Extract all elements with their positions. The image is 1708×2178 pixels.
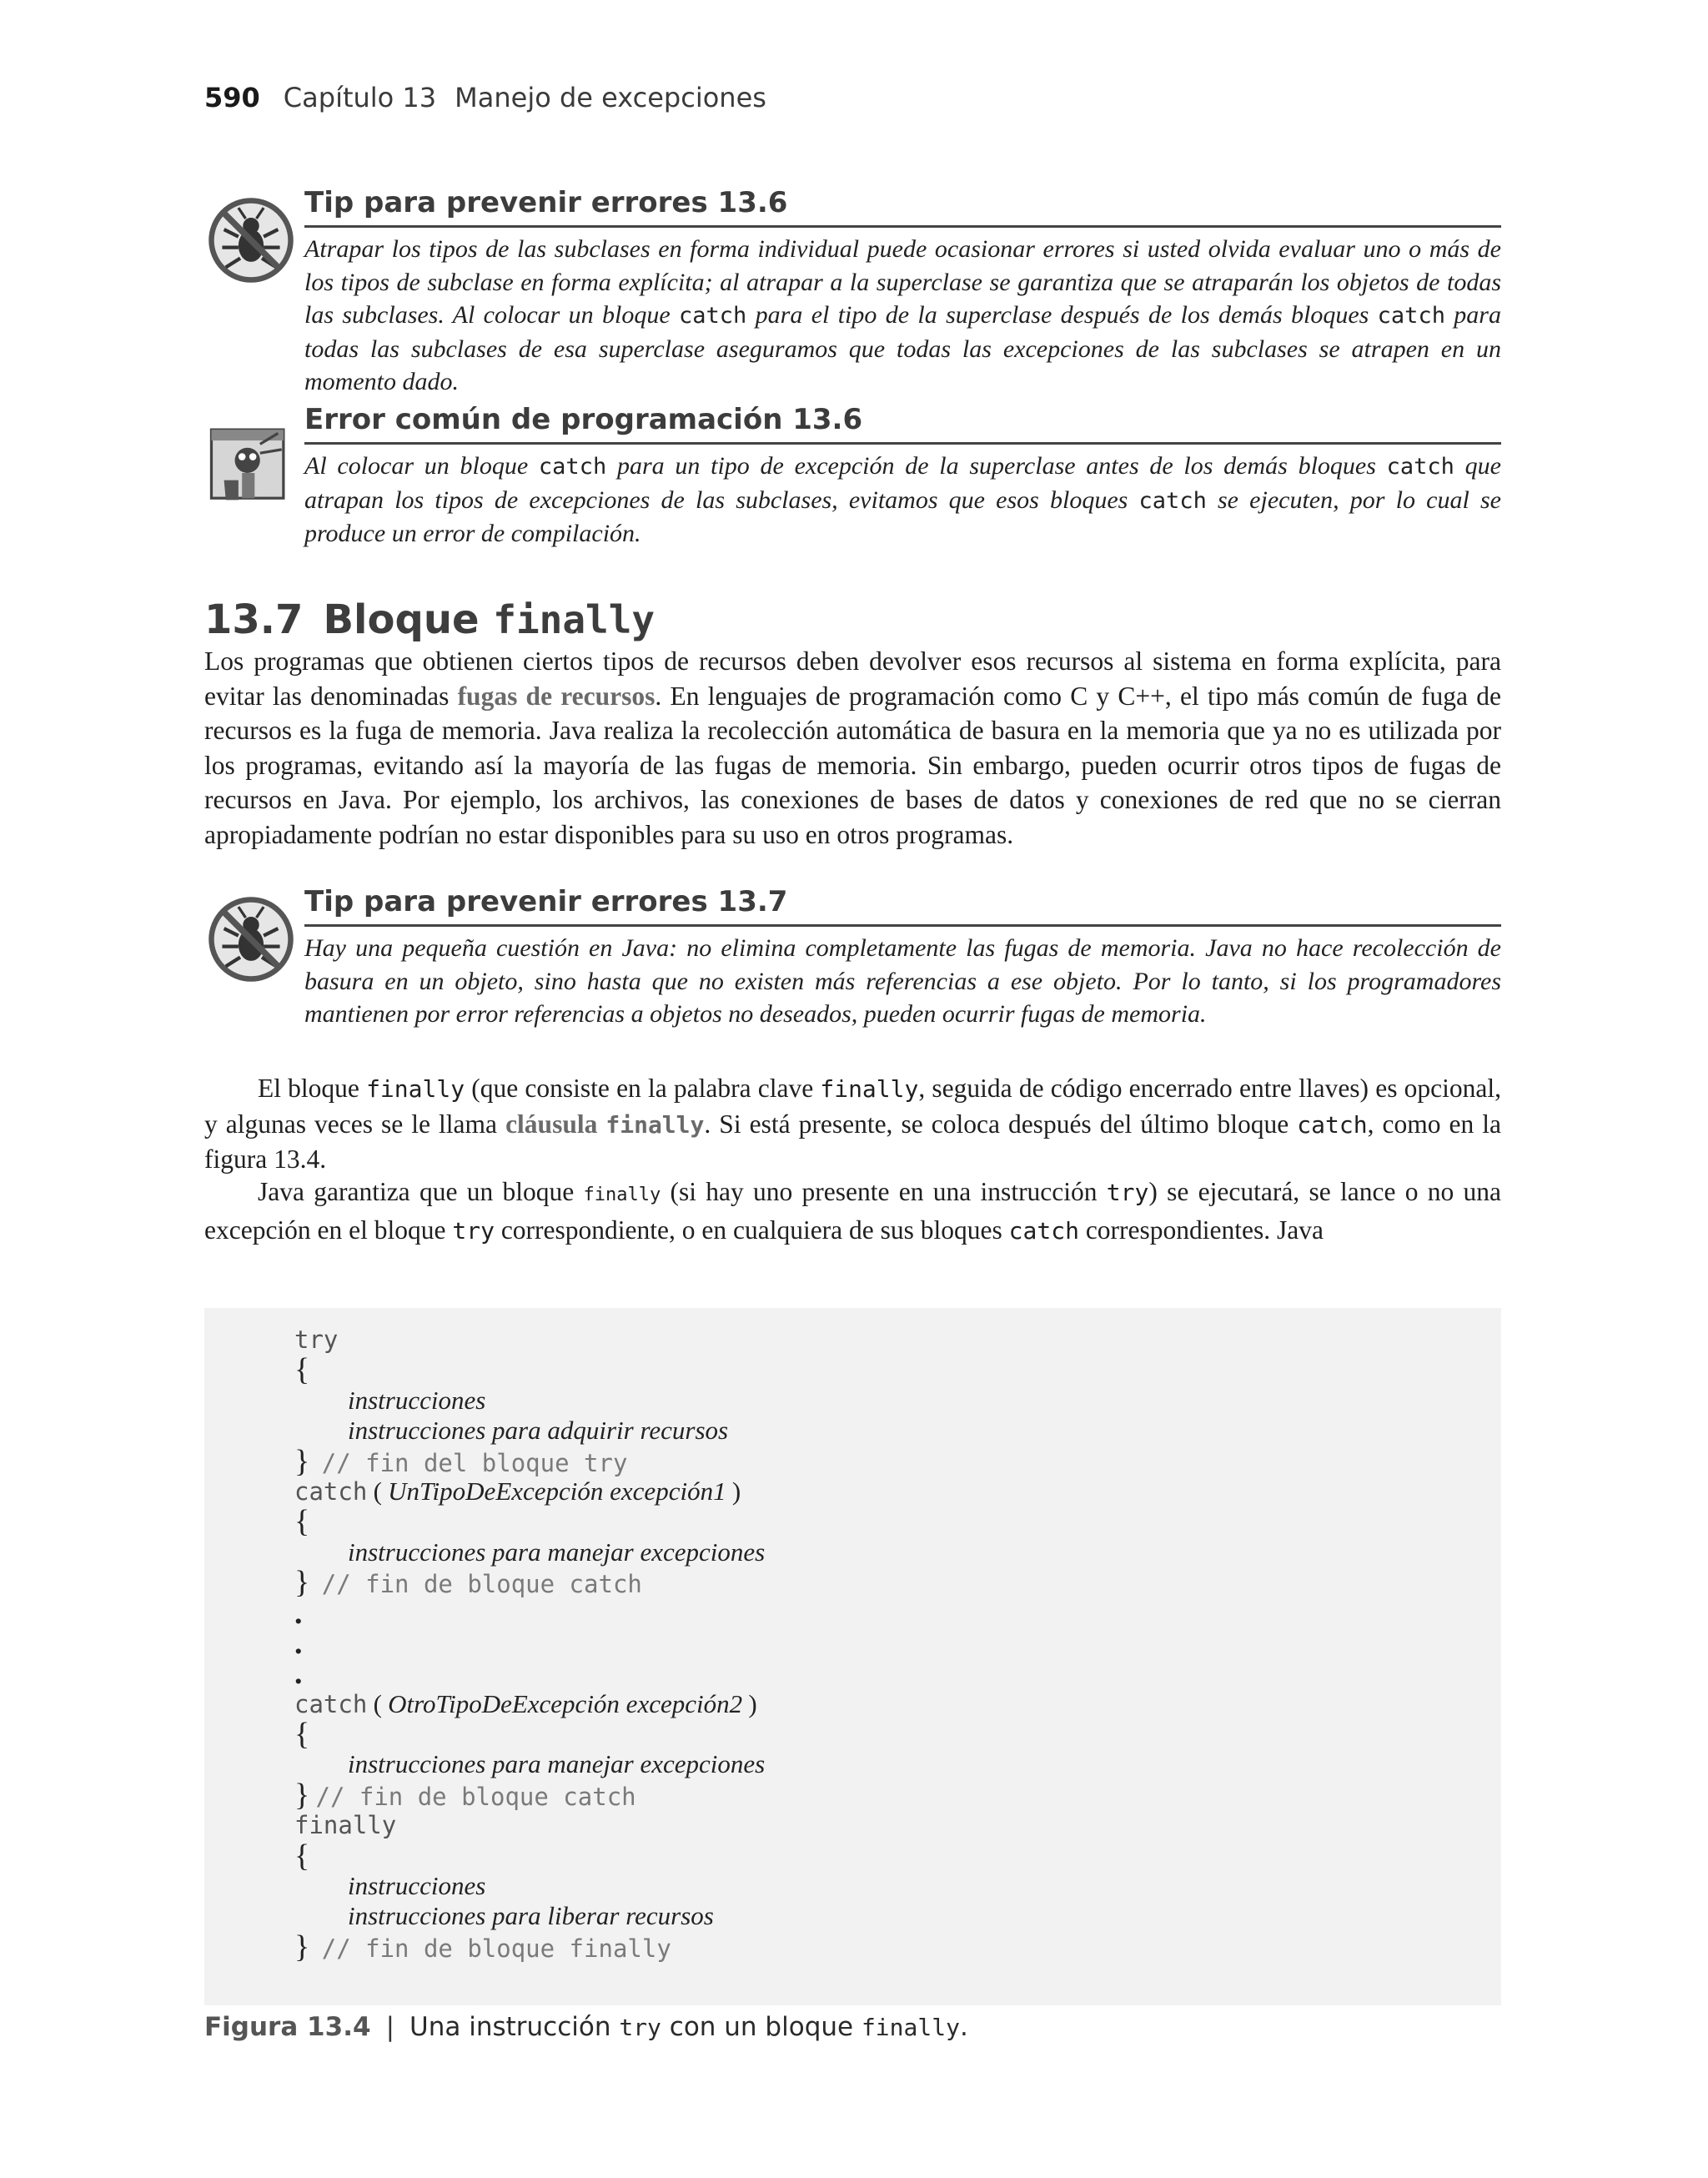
code-line	[294, 1386, 765, 1416]
code-line	[294, 1352, 765, 1388]
figure-caption	[204, 2012, 968, 2042]
text-run: (que consiste en la palabra clave	[465, 1074, 821, 1103]
text-run: para el tipo de la superclase después de los demás bloques	[746, 301, 1378, 329]
callout-title: Error común de programación 13.6	[304, 402, 1501, 445]
code-token: instrucciones para adquirir recursos	[348, 1416, 729, 1446]
code-token: OtroTipoDeExcepción excepción2	[388, 1688, 743, 1718]
code-token: // fin de bloque catch	[315, 1782, 636, 1811]
code-token: .	[294, 1595, 303, 1631]
code-token: catch	[294, 1476, 368, 1506]
text-run: . En lenguajes de programación como C y C++, el tipo más común de fuga de recursos es la fuga de memoria. Java realiza la recolección automática de basura en la memoria que ya no es utilizada por los programas, evitando así la mayoría de las fugas de memoria. Sin embargo, pueden ocurrir otros tipos de fugas de recursos en Java. Por ejemplo, los archivos, las conexiones de bases de datos y conexiones de red que no se cierran apropiadamente podrían no estar disponibles para su uso en otros programas.	[204, 681, 1501, 849]
callout-text: Hay una pequeña cuestión en Java: no elimina completamente las fugas de memoria. Java no hace recolección de basura en un objeto, sino hasta que no existen más referencias a ese objeto. Por lo tanto, si los programadores mantienen por error referencias a objetos no deseados, pueden ocurrir fugas de memoria.	[304, 934, 1501, 1028]
text-run: finally	[861, 2014, 960, 2041]
code-line	[294, 1504, 765, 1540]
text-run: catch	[1008, 1216, 1079, 1245]
bug-prevention-icon	[206, 195, 296, 285]
section-title: Bloque	[323, 596, 494, 643]
keyword	[505, 1109, 704, 1139]
callout-tip-13-7	[204, 884, 1501, 1031]
text-run: catch	[1386, 454, 1454, 480]
code-line	[294, 1901, 765, 1931]
chapter-title: Manejo de excepciones	[455, 82, 766, 113]
code-token: .	[294, 1625, 303, 1661]
code-line	[294, 1749, 765, 1779]
text-run: Al colocar un bloque	[304, 452, 539, 480]
text-run: try	[619, 2014, 661, 2041]
text-run: catch	[1297, 1110, 1368, 1139]
section-heading	[204, 596, 655, 643]
code-token: {	[294, 1717, 310, 1753]
code-token: finally	[294, 1811, 397, 1840]
code-line	[294, 1838, 765, 1874]
text-run: catch	[538, 454, 607, 480]
code-line	[294, 1656, 765, 1692]
code-token: }	[294, 1565, 310, 1601]
text-run: , como en la figura 13.4.	[204, 1109, 1501, 1174]
code-token: }	[294, 1443, 310, 1479]
code-line	[294, 1565, 765, 1601]
code-token: {	[294, 1352, 310, 1388]
text-run: Los programas que obtienen ciertos tipos de recursos deben devolver esos recursos al sistema en forma explícita, para evitar las denominadas	[204, 646, 1501, 711]
code-token: instrucciones para liberar recursos	[348, 1901, 714, 1931]
code-line	[294, 1325, 765, 1355]
code-line	[294, 1810, 765, 1840]
text-run: finally	[605, 1110, 705, 1139]
code-token: instrucciones para manejar excepciones	[348, 1749, 766, 1779]
code-token: }	[294, 1777, 310, 1813]
text-run: se ejecuten, por lo cual se produce un error de compilación.	[304, 485, 1501, 547]
text-run: Java garantiza que un bloque	[258, 1177, 584, 1206]
paragraph-resource-leaks	[204, 644, 1501, 852]
keyword: fugas de recursos	[457, 681, 656, 711]
figure-label: Figura 13.4	[204, 2012, 371, 2042]
code-token: )	[748, 1688, 757, 1718]
text-run: El bloque	[258, 1074, 367, 1103]
text-run: .	[959, 2012, 968, 2042]
text-run: con un bloque	[661, 2012, 862, 2042]
text-run: . Si está presente, se coloca después del último bloque	[704, 1109, 1298, 1139]
code-token: instrucciones	[348, 1871, 486, 1901]
code-token: (	[373, 1688, 382, 1718]
callout-title: Tip para prevenir errores 13.6	[304, 185, 1501, 228]
text-run: para todas las subclases de esa superclase aseguramos que todas las excepciones de las subclases se atrapen en un momento dado.	[304, 301, 1501, 395]
code-token: // fin de bloque catch	[321, 1570, 642, 1599]
section-number: 13.7	[204, 596, 304, 643]
code-line	[294, 1871, 765, 1901]
text-run: finally	[583, 1185, 661, 1205]
text-run: cláusula	[505, 1109, 606, 1139]
section-title-code: finally	[493, 597, 656, 642]
callout-title: Tip para prevenir errores 13.7	[304, 884, 1501, 927]
page-number: 590	[204, 82, 260, 113]
text-run: try	[1106, 1179, 1149, 1206]
code-token: instrucciones para manejar excepciones	[348, 1537, 766, 1567]
callout-text	[304, 233, 1501, 399]
text-run: Una instrucción	[409, 2012, 620, 2042]
callout-error-13-6	[204, 402, 1501, 551]
text-run: para un tipo de excepción de la superclase antes de los demás bloques	[606, 452, 1387, 480]
code-token: try	[294, 1325, 339, 1354]
code-token: )	[731, 1476, 741, 1506]
text-run: finally	[366, 1075, 465, 1103]
code-token: }	[294, 1929, 310, 1964]
code-token: (	[373, 1476, 382, 1506]
text-run: catch	[1377, 303, 1445, 329]
code-token: UnTipoDeExcepción excepción1	[388, 1476, 726, 1506]
text-run: (si hay uno presente en una instrucción	[661, 1177, 1107, 1206]
text-run: catch	[1138, 487, 1207, 514]
text-run: correspondientes. Java	[1078, 1215, 1324, 1245]
text-run: , seguida de código encerrado entre llaves) es opcional, y algunas veces se le llama	[204, 1074, 1501, 1139]
paragraph-finally-block	[204, 1071, 1501, 1177]
chapter-label: Capítulo 13	[283, 82, 437, 113]
code-line	[294, 1717, 765, 1753]
code-token: // fin del bloque try	[321, 1448, 628, 1477]
code-line	[294, 1929, 765, 1964]
bug-prevention-icon	[206, 894, 296, 984]
code-line	[294, 1625, 765, 1661]
text-run: try	[452, 1216, 495, 1245]
code-figure	[204, 1308, 1501, 2005]
paragraph-finally-guarantee	[204, 1175, 1501, 1248]
text-run: finally	[820, 1075, 919, 1103]
code-token: // fin de bloque finally	[321, 1934, 671, 1963]
text-run: |	[385, 2012, 395, 2042]
code-line	[294, 1595, 765, 1631]
code-line	[294, 1416, 765, 1446]
callout-text	[304, 450, 1501, 551]
code-token: instrucciones	[348, 1385, 486, 1415]
callout-tip-13-6	[204, 185, 1501, 399]
code-listing	[294, 1325, 765, 1962]
text-run: que atrapan los tipos de excepciones de las subclases, evitamos que esos bloques	[304, 452, 1501, 514]
text-run: catch	[679, 303, 747, 329]
code-line	[294, 1689, 765, 1719]
code-line	[294, 1476, 765, 1506]
text-run: Atrapar los tipos de las subclases en forma individual puede ocasionar errores si usted olvida evaluar uno o más de los tipos de subclase en forma explícita; al atrapar a la superclase se garantiza que se atraparán los objetos de todas las subclases. Al colocar un bloque	[304, 235, 1501, 329]
code-line	[294, 1537, 765, 1567]
code-line	[294, 1777, 765, 1813]
code-token: catch	[294, 1689, 368, 1718]
code-token: .	[294, 1656, 303, 1692]
code-token: {	[294, 1838, 310, 1874]
text-run: ) se ejecutará, se lance o no una excepción en el bloque	[204, 1177, 1501, 1245]
code-token: {	[294, 1504, 310, 1540]
text-run: correspondiente, o en cualquiera de sus bloques	[494, 1215, 1009, 1245]
code-line	[294, 1443, 765, 1479]
running-head	[204, 82, 766, 113]
common-error-icon	[206, 417, 296, 507]
